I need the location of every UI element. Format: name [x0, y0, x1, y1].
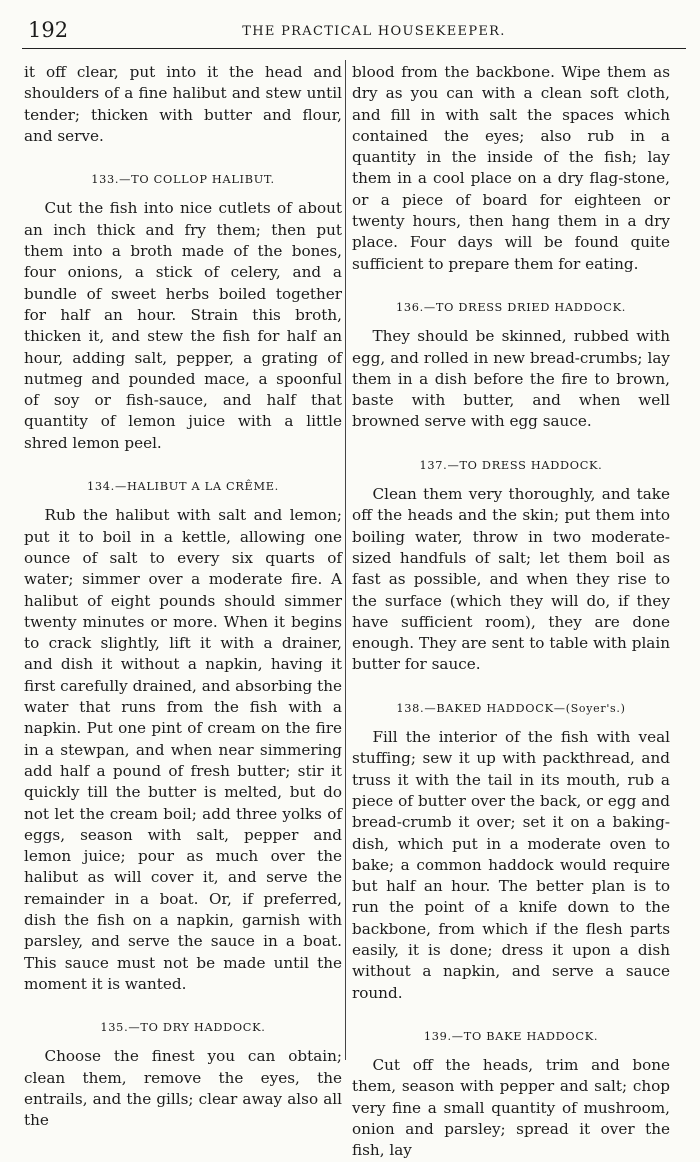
recipe-body-135: Choose the finest you can obtain; clean them, remove the eyes, the entrails, and the gills; clear away also all the [24, 1047, 342, 1130]
page-header [22, 18, 686, 49]
page-number: 192 [28, 18, 69, 42]
recipe-body-139: Cut off the heads, trim and bone them, season with pepper and salt; chop very fine a small quantity of mushroom, onion and parsley; spread it over the fish, lay [352, 1056, 670, 1160]
column-divider [345, 60, 346, 1060]
recipe-body-138: Fill the interior of the fish with veal stuffing; sew it up with packthread, and truss it with the tail in its mouth, rub a piece of butter over the back, or egg and bread-crumb it over; set it on a baking-dish, which put in a moderate oven to bake; a common haddock would require but half an hour. The better plan is to run the point of a knife down to the backbone, from which if the flesh parts easily, it is done; dress it upon a dish without a napkin, and serve a sauce round. [352, 728, 670, 1002]
continued-text: blood from the backbone. Wipe them as dry as you can with a clean soft cloth, and fill in with salt the spaces which contained the eyes; also rub in a quantity in the inside of the fish; lay them in a cool place on a dry flag-stone, or a piece of board for eighteen or twenty hours, then hang them in a dry place. Four days will be found quite sufficient to prepare them for eating. [352, 63, 670, 273]
recipe-title-134: 134.—HALIBUT A LA CRÊME. [87, 480, 279, 494]
recipe-title-133: 133.—TO COLLOP HALIBUT. [91, 173, 275, 187]
recipe-attribution-138: (Soyer's.) [565, 701, 626, 715]
recipe-body-133: Cut the fish into nice cutlets of about an inch thick and fry them; then put them into a broth made of the bones, four onions, a stick of celery, and a bundle of sweet herbs boiled together for half an hour. Strain this broth, thicken it, and stew the fish for half an hour, adding salt, pepper, a grating of nutmeg and pounded mace, a spoonful of soy or fish-sauce, and half that quantity of lemon juice with a little shred lemon peel. [24, 199, 342, 452]
left-column [24, 62, 342, 1132]
recipe-body-137: Clean them very thoroughly, and take off the heads and the skin; put them into boiling water, throw in two moderate-sized handfuls of salt; let them boil as fast as possible, and when they rise to the surface (which they will do, if they have sufficient room), they are done enough. They are sent to table with plain butter for sauce. [352, 485, 670, 674]
recipe-title-137: 137.—TO DRESS HADDOCK. [419, 458, 603, 472]
recipe-title-136: 136.—TO DRESS DRIED HADDOCK. [395, 300, 627, 314]
recipe-title-135: 135.—TO DRY HADDOCK. [100, 1021, 266, 1035]
continued-text: it off clear, put into it the head and shoulders of a fine halibut and stew until tender; thicken with butter and flour, and serve. [24, 63, 342, 145]
recipe-body-134: Rub the halibut with salt and lemon; put it to boil in a kettle, allowing one ounce of salt to every six quarts of water; simmer over a moderate fire. A halibut of eight pounds should simmer twenty minutes or more. When it begins to crack slightly, lift it with a drainer, and dish it without a napkin, having it first carefully drained, and absorbing the water that runs from the fish with a napkin. Put one pint of cream on the fire in a stewpan, and when near simmering add half a pound of fresh butter; stir it quickly till the butter is melted, but do not let the cream boil; add three yolks of eggs, season with salt, pepper and lemon juice; pour as much over the halibut as will cover it, and serve the remainder in a boat. Or, if preferred, dish the fish on a napkin, garnish with parsley, and serve the sauce in a boat. This sauce must not be made until the moment it is wanted. [24, 506, 342, 993]
recipe-title-138: 138.—BAKED HADDOCK— [396, 701, 566, 715]
recipe-heading-138 [352, 698, 670, 719]
recipe-title-139: 139.—TO BAKE HADDOCK. [423, 1029, 599, 1043]
running-title: THE PRACTICAL HOUSEKEEPER. [242, 24, 506, 39]
recipe-body-136: They should be skinned, rubbed with egg, and rolled in new bread-crumbs; lay them in a dish before the fire to brown, baste with butter, and when well browned serve with egg sauce. [352, 327, 670, 431]
right-column [352, 62, 670, 1162]
